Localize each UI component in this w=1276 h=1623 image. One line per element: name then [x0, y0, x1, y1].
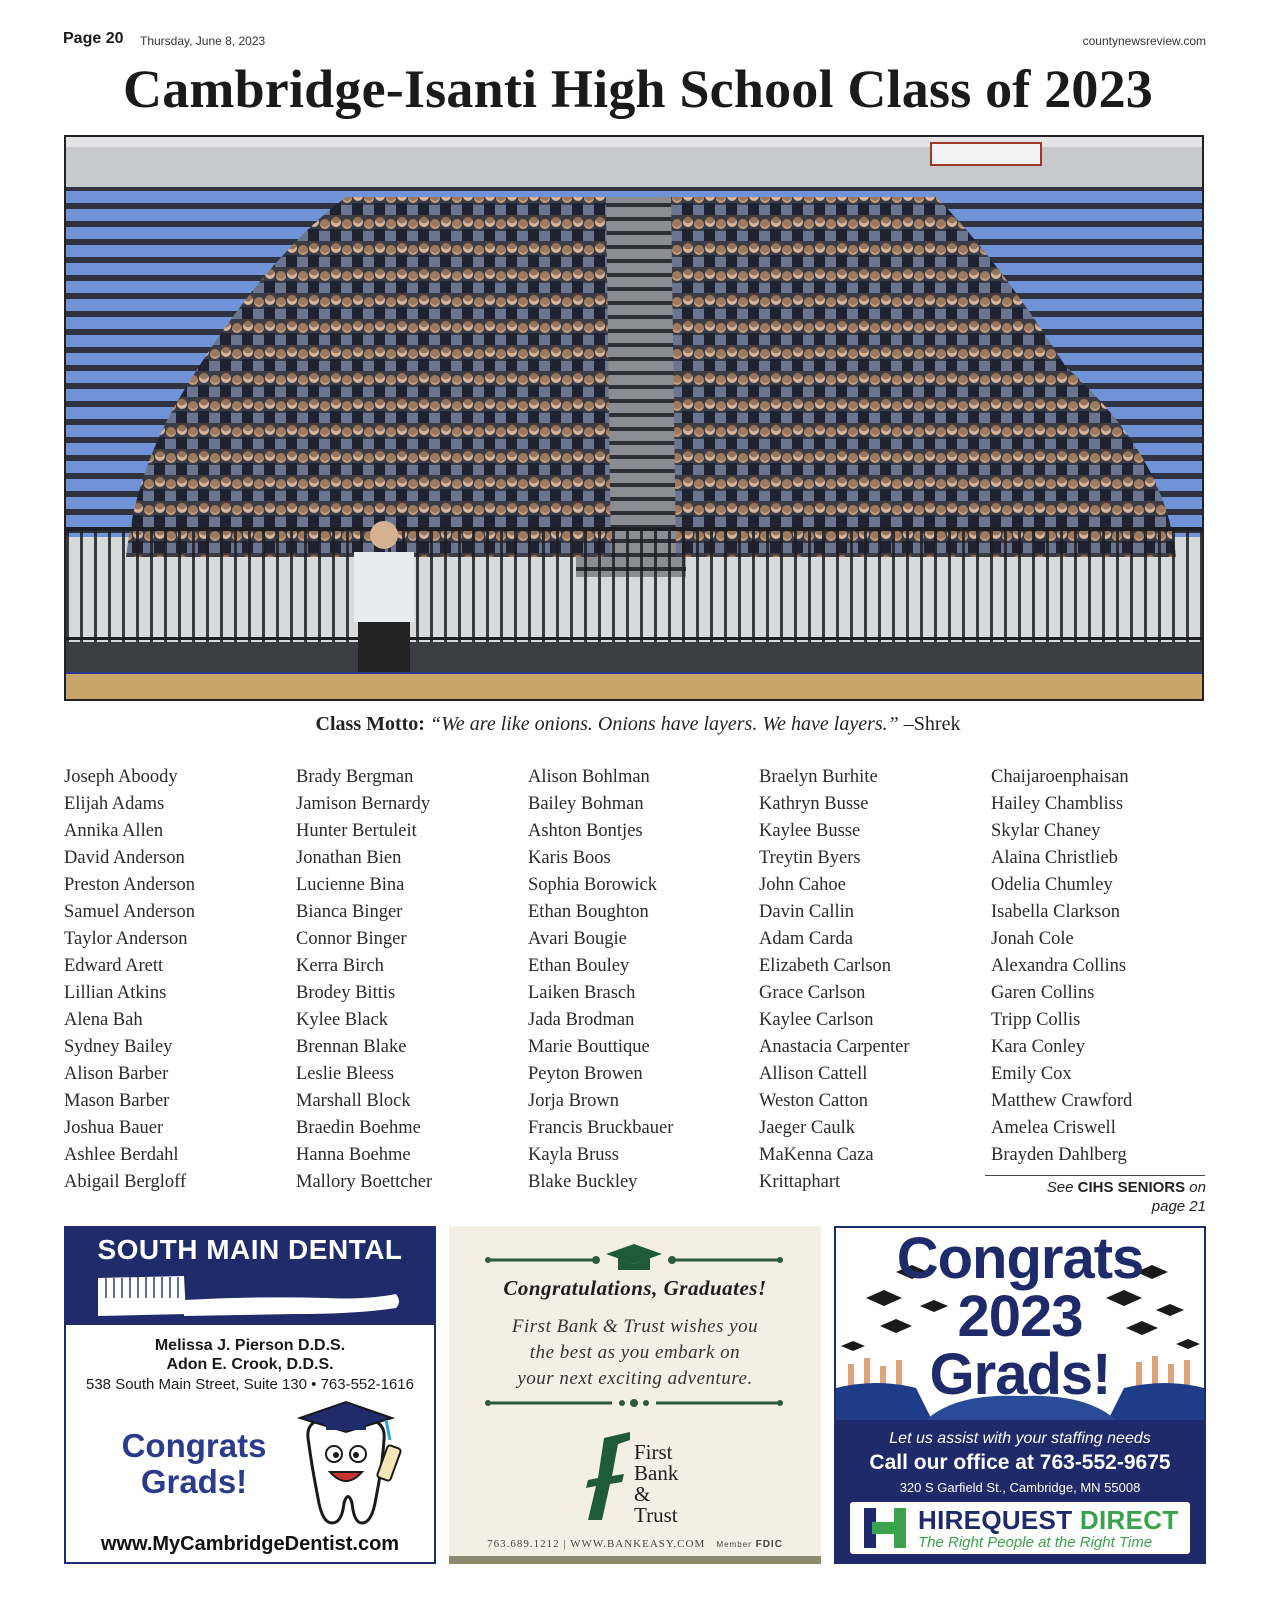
student-name: Kerra Birch — [296, 956, 384, 976]
student-name: Elijah Adams — [64, 794, 165, 814]
student-name: Taylor Anderson — [64, 929, 188, 949]
student-name: Avari Bougie — [528, 929, 627, 949]
names-column-3 — [528, 764, 673, 1196]
hirequest-h-icon — [864, 1508, 908, 1548]
student-name: Hanna Boehme — [296, 1145, 411, 1165]
student-name: Alaina Christlieb — [991, 848, 1118, 868]
dental-address: 538 South Main Street, Suite 130 • 763-552-1616 — [86, 1376, 414, 1393]
dental-congrats-line1: Congrats — [121, 1427, 267, 1464]
issue-date: Thursday, June 8, 2023 — [140, 34, 266, 48]
dental-congrats-line2: Grads! — [140, 1463, 248, 1500]
dental-website[interactable]: www.MyCambridgeDentist.com — [100, 1533, 400, 1555]
student-name: Jonah Cole — [991, 929, 1074, 949]
student-name: Blake Buckley — [528, 1172, 638, 1192]
student-name: Anastacia Carpenter — [759, 1037, 910, 1057]
ad-hirequest-direct[interactable] — [834, 1226, 1206, 1564]
student-name: Emily Cox — [991, 1064, 1072, 1084]
page-number: Page 20 — [63, 30, 124, 47]
bank-contact — [449, 1538, 821, 1550]
student-name: Brennan Blake — [296, 1037, 407, 1057]
student-name: Kylee Black — [296, 1010, 388, 1030]
student-name: Laiken Brasch — [528, 983, 636, 1003]
bank-headline: Congratulations, Graduates! — [503, 1276, 767, 1300]
student-name: Alena Bah — [64, 1010, 143, 1030]
student-name: Abigail Bergloff — [64, 1172, 187, 1192]
bank-footer-bar — [449, 1556, 821, 1564]
student-name: Samuel Anderson — [64, 902, 196, 922]
graduation-cap-icon — [484, 1240, 784, 1274]
student-name: Annika Allen — [64, 821, 164, 841]
student-name: Ethan Boughton — [528, 902, 649, 922]
motto-label: Class Motto: — [315, 713, 425, 735]
student-name: Connor Binger — [296, 929, 407, 949]
student-name: Lucienne Bina — [296, 875, 405, 895]
student-name: Jorja Brown — [528, 1091, 619, 1111]
student-name: Mason Barber — [64, 1091, 170, 1111]
hirequest-congrats-line2: 2023 — [957, 1284, 1083, 1349]
hirequest-brand — [918, 1505, 1179, 1536]
hirequest-congrats-line3: Grads! — [929, 1342, 1111, 1407]
hirequest-logo — [850, 1502, 1190, 1554]
student-name: Kaylee Busse — [759, 821, 861, 841]
student-name: Chaijaroenphaisan — [991, 767, 1129, 787]
student-name: Braelyn Burhite — [759, 767, 878, 787]
student-name: Garen Collins — [991, 983, 1095, 1003]
student-name: Brayden Dahlberg — [991, 1145, 1127, 1165]
student-name: Matthew Crawford — [991, 1091, 1133, 1111]
student-name: Jamison Bernardy — [296, 794, 431, 814]
class-motto — [0, 713, 1276, 736]
student-name: MaKenna Caza — [759, 1145, 874, 1165]
hirequest-address: 320 S Garfield St., Cambridge, MN 55008 — [899, 1480, 1141, 1495]
student-name: Bailey Bohman — [528, 794, 644, 814]
toothbrush-icon — [96, 1274, 406, 1318]
continued-see: See — [1046, 1179, 1078, 1196]
hirequest-assist: Let us assist with your staffing needs — [889, 1430, 1151, 1447]
student-name: Ashlee Berdahl — [64, 1145, 179, 1165]
student-name: Jada Brodman — [528, 1010, 635, 1030]
student-name: Jaeger Caulk — [759, 1118, 856, 1138]
student-name: Tripp Collis — [991, 1010, 1081, 1030]
student-name: Adam Carda — [759, 929, 854, 949]
bank-message-line1: First Bank & Trust wishes you — [511, 1316, 759, 1337]
student-name: Amelea Criswell — [991, 1118, 1116, 1138]
names-column-2 — [296, 764, 432, 1196]
student-name: Marshall Block — [296, 1091, 411, 1111]
student-name: Leslie Bleess — [296, 1064, 395, 1084]
student-name: Preston Anderson — [64, 875, 196, 895]
hirequest-phone[interactable]: Call our office at 763-552-9675 — [869, 1451, 1171, 1474]
site-url[interactable]: countynewsreview.com — [1082, 34, 1206, 48]
divider-ornament-icon — [484, 1396, 784, 1410]
class-photo — [64, 135, 1204, 701]
student-name: Kathryn Busse — [759, 794, 869, 814]
student-name: Braedin Boehme — [296, 1118, 421, 1138]
student-name: Peyton Browen — [528, 1064, 643, 1084]
student-name: Isabella Clarkson — [991, 902, 1120, 922]
dental-header-band — [66, 1228, 434, 1325]
student-name: Kayla Bruss — [528, 1145, 619, 1165]
bank-fdic: FDIC — [755, 1539, 783, 1550]
hirequest-congrats-line1: Congrats — [896, 1226, 1144, 1291]
tooth-graduate-icon — [286, 1398, 406, 1533]
student-name: Treytin Byers — [759, 848, 861, 868]
student-name: Brodey Bittis — [296, 983, 396, 1003]
hirequest-brand-1: HIREQUEST — [918, 1505, 1080, 1535]
student-name: Sydney Bailey — [64, 1037, 173, 1057]
student-name: Joseph Aboody — [64, 767, 178, 787]
continued-divider — [985, 1175, 1205, 1176]
dental-doctor-2: Adon E. Crook, D.D.S. — [166, 1356, 334, 1373]
student-name: Hailey Chambliss — [991, 794, 1124, 814]
student-name: Skylar Chaney — [991, 821, 1101, 841]
student-name: Odelia Chumley — [991, 875, 1113, 895]
bank-logo-line1: First — [634, 1440, 673, 1464]
continued-page: page 21 — [1151, 1198, 1206, 1215]
names-column-1 — [64, 764, 195, 1196]
continued-note — [1047, 1178, 1206, 1216]
bank-logo-line2: Bank & — [634, 1461, 679, 1506]
student-name: Karis Boos — [528, 848, 611, 868]
student-name: Elizabeth Carlson — [759, 956, 892, 976]
bank-message-line3: your next exciting adventure. — [517, 1368, 753, 1389]
dental-doctors — [66, 1336, 434, 1374]
bank-contact-info: 763.689.1212 | WWW.BANKEASY.COM — [487, 1538, 706, 1550]
student-name: Kaylee Carlson — [759, 1010, 874, 1030]
names-column-4 — [759, 764, 910, 1196]
motto-quote: “We are like onions. Onions have layers. We have layers.” — [429, 713, 899, 735]
bank-logo-mark-icon — [584, 1432, 634, 1522]
class-photo-image — [66, 137, 1202, 699]
dental-name: SOUTH MAIN DENTAL — [97, 1234, 403, 1265]
student-name: Ashton Bontjes — [528, 821, 643, 841]
hirequest-tagline: The Right People at the Right Time — [918, 1534, 1153, 1551]
student-name: Mallory Boettcher — [296, 1172, 433, 1192]
bank-message — [449, 1314, 821, 1392]
hirequest-brand-2: DIRECT — [1079, 1505, 1179, 1535]
dental-doctor-1: Melissa J. Pierson D.D.S. — [154, 1337, 346, 1354]
student-name: Davin Callin — [759, 902, 855, 922]
student-name: Grace Carlson — [759, 983, 866, 1003]
student-name: Allison Cattell — [759, 1064, 868, 1084]
page-title: Cambridge-Isanti High School Class of 2023 — [123, 59, 1153, 119]
student-name: Kara Conley — [991, 1037, 1086, 1057]
student-name: Hunter Bertuleit — [296, 821, 417, 841]
names-column-5 — [991, 764, 1132, 1169]
student-name: Marie Bouttique — [528, 1037, 650, 1057]
student-name: Sophia Borowick — [528, 875, 657, 895]
student-name: Francis Bruckbauer — [528, 1118, 674, 1138]
student-name: Alison Bohlman — [528, 767, 650, 787]
ad-south-main-dental[interactable] — [64, 1226, 436, 1564]
student-name: Krittaphart — [759, 1172, 841, 1192]
bank-logo-line3: Trust — [634, 1503, 678, 1527]
student-name: Brady Bergman — [296, 767, 414, 787]
student-name: Alexandra Collins — [991, 956, 1127, 976]
student-name: Alison Barber — [64, 1064, 169, 1084]
student-name: Lillian Atkins — [64, 983, 167, 1003]
dental-congrats — [94, 1428, 294, 1500]
ad-first-bank-trust[interactable] — [449, 1226, 821, 1564]
student-name: Ethan Bouley — [528, 956, 630, 976]
student-name: Jonathan Bien — [296, 848, 402, 868]
student-name: Joshua Bauer — [64, 1118, 164, 1138]
continued-on: on — [1185, 1179, 1206, 1196]
bank-member-label: Member — [716, 1540, 752, 1549]
student-name: Bianca Binger — [296, 902, 403, 922]
hirequest-info-panel — [836, 1420, 1204, 1564]
continued-section: CIHS SENIORS — [1077, 1179, 1186, 1196]
student-name: Edward Arett — [64, 956, 164, 976]
student-name: David Anderson — [64, 848, 185, 868]
bank-message-line2: the best as you embark on — [529, 1342, 741, 1363]
student-name: Weston Catton — [759, 1091, 868, 1111]
hirequest-congrats-panel — [836, 1228, 1204, 1420]
motto-attribution: –Shrek — [898, 713, 961, 735]
student-name: John Cahoe — [759, 875, 846, 895]
